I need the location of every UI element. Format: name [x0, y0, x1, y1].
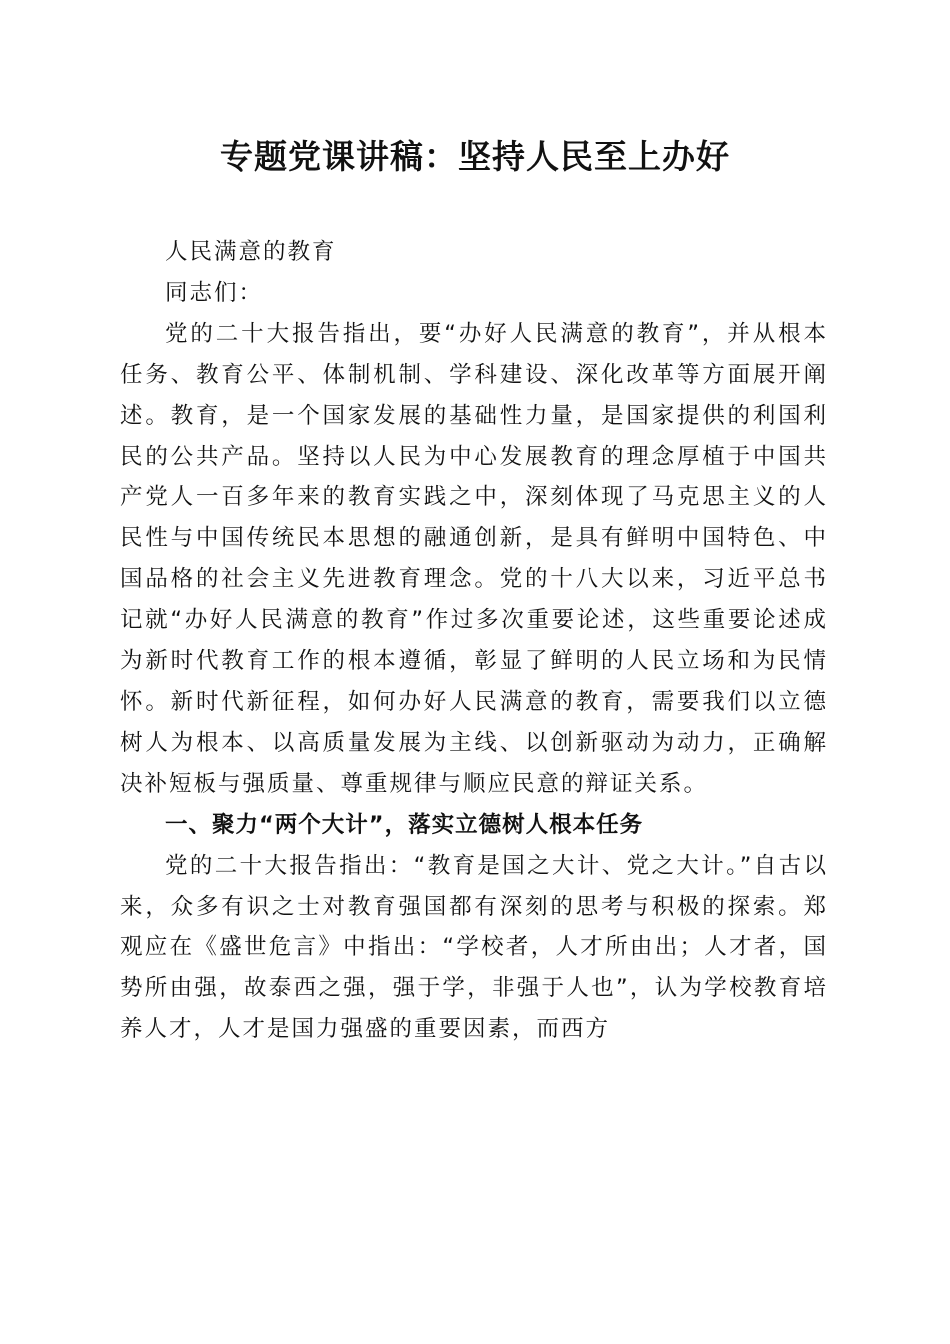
document-title: 专题党课讲稿：坚持人民至上办好	[220, 137, 730, 176]
intro-paragraph: 党的二十大报告指出，要“办好人民满意的教育”，并从根本任务、教育公平、体制机制、学科建设、深化改革等方面展开阐述。教育，是一个国家发展的基础性力量，是国家提供的利国利民的公共产品。坚持以人民为中心发展教育的理念厚植于中国共产党人一百多年来的教育实践之中，深刻体现了马克思主义的人民性与中国传统民本思想的融通创新，是具有鲜明中国特色、中国品格的社会主义先进教育理念。党的十八大以来，习近平总书记就“办好人民满意的教育”作过多次重要论述，这些重要论述成为新时代教育工作的根本遵循，彰显了鲜明的人民立场和为民情怀。新时代新征程，如何办好人民满意的教育，需要我们以立德树人为根本、以高质量发展为主线、以创新驱动为动力，正确解决补短板与强质量、尊重规律与顺应民意的辩证关系。	[120, 320, 828, 797]
salutation: 同志们：	[165, 279, 264, 306]
document-body	[120, 232, 828, 1050]
section-heading: 一、聚力“两个大计”，落实立德树人根本任务	[165, 811, 644, 838]
section-paragraph: 党的二十大报告指出：“教育是国之大计、党之大计。”自古以来，众多有识之士对教育强国都有深刻的思考与积极的探索。郑观应在《盛世危言》中指出：“学校者，人才所由出；人才者，国势所由强，故泰西之强，强于学，非强于人也”，认为学校教育培养人才，人才是国力强盛的重要因素，而西方	[120, 852, 828, 1043]
document-subtitle: 人民满意的教育	[165, 239, 337, 265]
